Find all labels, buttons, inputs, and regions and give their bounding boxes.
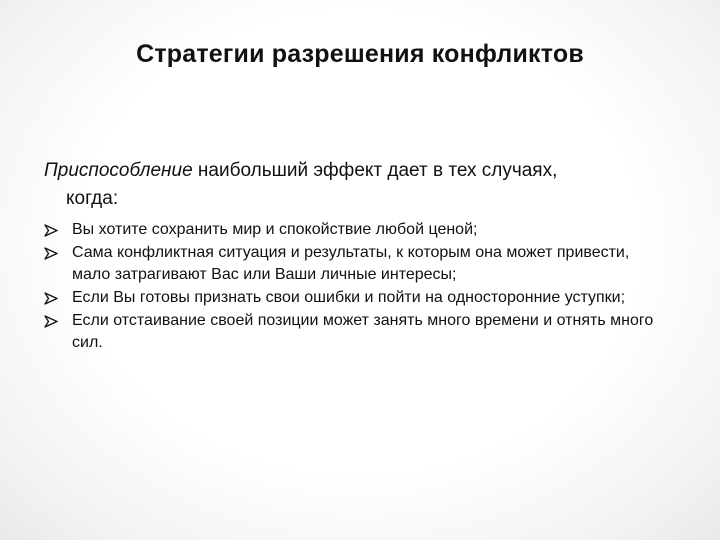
arrow-bullet-icon [44, 292, 58, 305]
bullet-text: Если отстаивание своей позиции может занять много времени и отнять много сил. [72, 312, 654, 351]
arrow-bullet-icon [44, 247, 58, 260]
bullet-list [44, 219, 664, 355]
bullet-item [44, 219, 664, 241]
bullet-item [44, 242, 664, 286]
bullet-text: Сама конфликтная ситуация и результаты, к которым она может привести, мало затрагивают Вас или Ваши личные интересы; [72, 244, 630, 283]
arrow-bullet-icon [44, 315, 58, 328]
bullet-item [44, 310, 664, 354]
bullet-text: Если Вы готовы признать свои ошибки и пойти на односторонние уступки; [72, 289, 626, 306]
intro-text-continuation: когда: [66, 188, 119, 209]
bullet-item [44, 287, 664, 309]
intro-text: наибольший эффект дает в тех случаях, [192, 160, 558, 181]
intro-lead-term: Приспособление [44, 160, 193, 181]
bullet-text: Вы хотите сохранить мир и спокойствие любой ценой; [72, 221, 478, 238]
intro-paragraph [44, 157, 664, 213]
slide-title: Стратегии разрешения конфликтов [136, 40, 584, 68]
arrow-bullet-icon [44, 224, 58, 237]
